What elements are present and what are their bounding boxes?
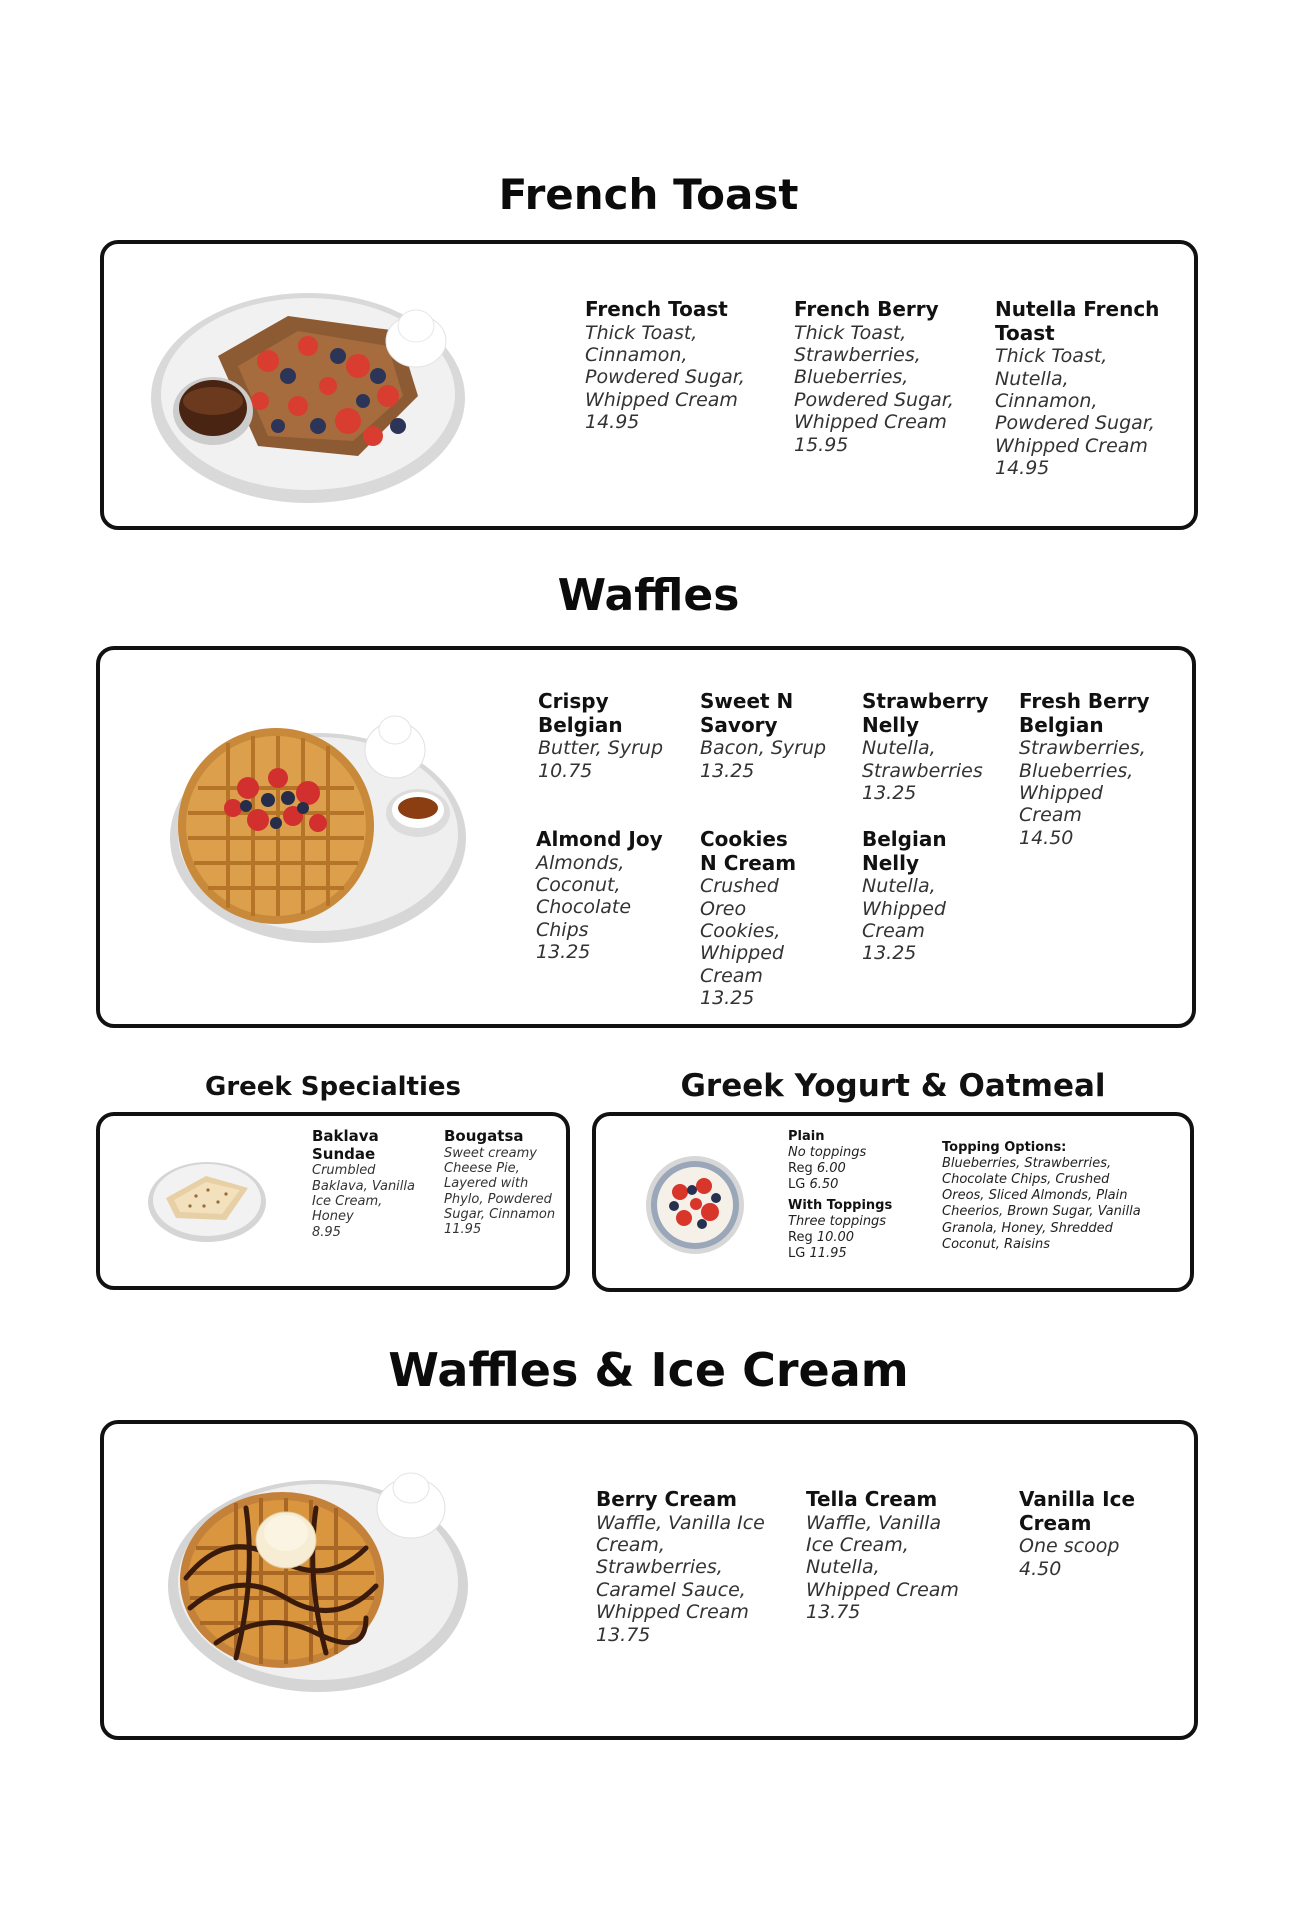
- item-price: 10.00: [816, 1230, 855, 1246]
- item-price: 13.25: [700, 759, 755, 782]
- large-price-line: [788, 1246, 928, 1262]
- menu-item-berry-cream: [596, 1488, 766, 1646]
- item-price: 10.75: [538, 759, 593, 782]
- menu-item-baklava-sundae: [312, 1128, 420, 1240]
- item-description: Thick Toast, Strawberries, Blueberries, Powdered Sugar, Whipped Cream: [794, 321, 954, 434]
- french-toast-title: French Toast: [498, 170, 799, 219]
- item-description: Sweet creamy Cheese Pie, Layered with Phylo, Powdered Sugar, Cinnamon: [444, 1145, 556, 1222]
- waffles-ice-cream-title: Waffles & Ice Cream: [388, 1343, 909, 1397]
- item-description: Waffle, Vanilla Ice Cream, Strawberries, Caramel Sauce, Whipped Cream: [596, 1511, 765, 1624]
- menu-item-cookies-n-cream: [700, 828, 810, 1010]
- item-price: 4.50: [1019, 1557, 1062, 1580]
- greek-specialties-title: Greek Specialties: [205, 1072, 461, 1102]
- size-label: LG: [788, 1177, 806, 1193]
- item-name: Crispy Belgian: [538, 689, 623, 737]
- item-price: 13.25: [862, 782, 917, 804]
- menu-item-french-berry: [794, 298, 964, 456]
- menu-item-fresh-berry-belgian: [1019, 690, 1159, 849]
- baklava-plate-icon: [146, 1158, 268, 1244]
- item-price: 14.50: [1019, 826, 1074, 849]
- yogurt-with-toppings-option: [788, 1198, 928, 1262]
- menu-item-french-toast: [585, 298, 755, 434]
- item-name: Berry Cream: [596, 1487, 737, 1511]
- regular-price-line: [788, 1230, 928, 1246]
- item-description: Thick Toast, Cinnamon, Powdered Sugar, Whipped Cream: [585, 321, 745, 411]
- item-name: Tella Cream: [806, 1487, 938, 1511]
- item-name: Almond Joy: [536, 827, 663, 851]
- item-description: One scoop: [1019, 1535, 1120, 1558]
- item-price: 13.75: [806, 1601, 861, 1624]
- item-name: Baklava Sundae: [312, 1127, 379, 1163]
- item-price: 6.50: [809, 1177, 839, 1193]
- item-description: Butter, Syrup: [538, 737, 664, 760]
- item-name: Belgian Nelly: [862, 827, 947, 875]
- item-description: Nutella, Whipped Cream: [862, 875, 946, 942]
- menu-item-vanilla-ice-cream: [1019, 1488, 1159, 1580]
- item-name: Strawberry Nelly: [862, 689, 989, 737]
- item-price: 11.95: [444, 1222, 482, 1238]
- item-name: Vanilla Ice Cream: [1019, 1487, 1136, 1535]
- waffle-ice-cream-plate-icon: [166, 1468, 476, 1696]
- item-name: Cookies N Cream: [700, 827, 797, 875]
- size-label: LG: [788, 1246, 806, 1262]
- regular-price-line: [788, 1161, 928, 1177]
- size-label: Reg: [788, 1161, 813, 1177]
- item-price: 14.95: [995, 457, 1050, 480]
- item-price: 13.25: [700, 987, 755, 1010]
- item-price: 8.95: [312, 1224, 341, 1240]
- item-description: Thick Toast, Nutella, Cinnamon, Powdered Sugar, Whipped Cream: [995, 345, 1155, 457]
- menu-item-belgian-nelly: [862, 828, 972, 965]
- item-price: 15.95: [794, 433, 849, 456]
- item-name: With Toppings: [788, 1198, 893, 1213]
- item-name: Nutella French Toast: [995, 297, 1160, 345]
- item-price: 13.75: [596, 1623, 651, 1646]
- item-name: French Berry: [794, 297, 939, 321]
- item-name: Plain: [788, 1129, 825, 1144]
- menu-item-sweet-n-savory: [700, 690, 830, 782]
- item-name: Bougatsa: [444, 1127, 524, 1145]
- menu-item-tella-cream: [806, 1488, 966, 1624]
- item-price: 6.00: [816, 1161, 846, 1177]
- item-description: Nutella, Strawberries: [862, 737, 983, 782]
- yogurt-bowl-icon: [644, 1154, 746, 1256]
- topping-options-title: Topping Options:: [942, 1140, 1067, 1155]
- item-name: Sweet N Savory: [700, 689, 794, 737]
- item-name: Fresh Berry Belgian: [1019, 689, 1150, 737]
- item-description: Waffle, Vanilla Ice Cream, Nutella, Whipped Cream: [806, 1511, 959, 1601]
- menu-item-nutella-french-toast: [995, 298, 1165, 480]
- topping-options: [942, 1140, 1154, 1253]
- greek-yogurt-title: Greek Yogurt & Oatmeal: [680, 1068, 1106, 1104]
- menu-item-strawberry-nelly: [862, 690, 1002, 804]
- item-price: 14.95: [585, 411, 640, 434]
- item-description: Bacon, Syrup: [700, 737, 827, 760]
- item-description: Strawberries, Blueberries, Whipped Cream: [1019, 737, 1146, 827]
- french-toast-plate-icon: [148, 286, 468, 506]
- large-price-line: [788, 1177, 928, 1193]
- item-price: 13.25: [862, 942, 917, 965]
- menu-item-crispy-belgian: [538, 690, 668, 782]
- item-description: No toppings: [788, 1145, 867, 1161]
- size-label: Reg: [788, 1230, 813, 1246]
- item-name: French Toast: [585, 297, 728, 321]
- item-description: Almonds, Coconut, Chocolate Chips: [536, 851, 632, 941]
- topping-options-list: Blueberries, Strawberries, Chocolate Chips, Crushed Oreos, Sliced Almonds, Plain Cheerios, Brown Sugar, Vanilla Granola, Honey, Shredded Coconut, Raisins: [942, 1156, 1141, 1252]
- item-price: 13.25: [536, 941, 591, 964]
- item-description: Three toppings: [788, 1214, 887, 1230]
- menu-item-bougatsa: [444, 1128, 556, 1238]
- item-price: 11.95: [809, 1246, 847, 1262]
- item-description: Crushed Oreo Cookies, Whipped Cream: [700, 875, 784, 987]
- waffle-plate-icon: [158, 708, 468, 948]
- menu-item-almond-joy: [536, 828, 666, 964]
- yogurt-plain-option: [788, 1129, 928, 1193]
- waffles-title: Waffles: [557, 570, 740, 621]
- item-description: Crumbled Baklava, Vanilla Ice Cream, Honey: [312, 1163, 415, 1225]
